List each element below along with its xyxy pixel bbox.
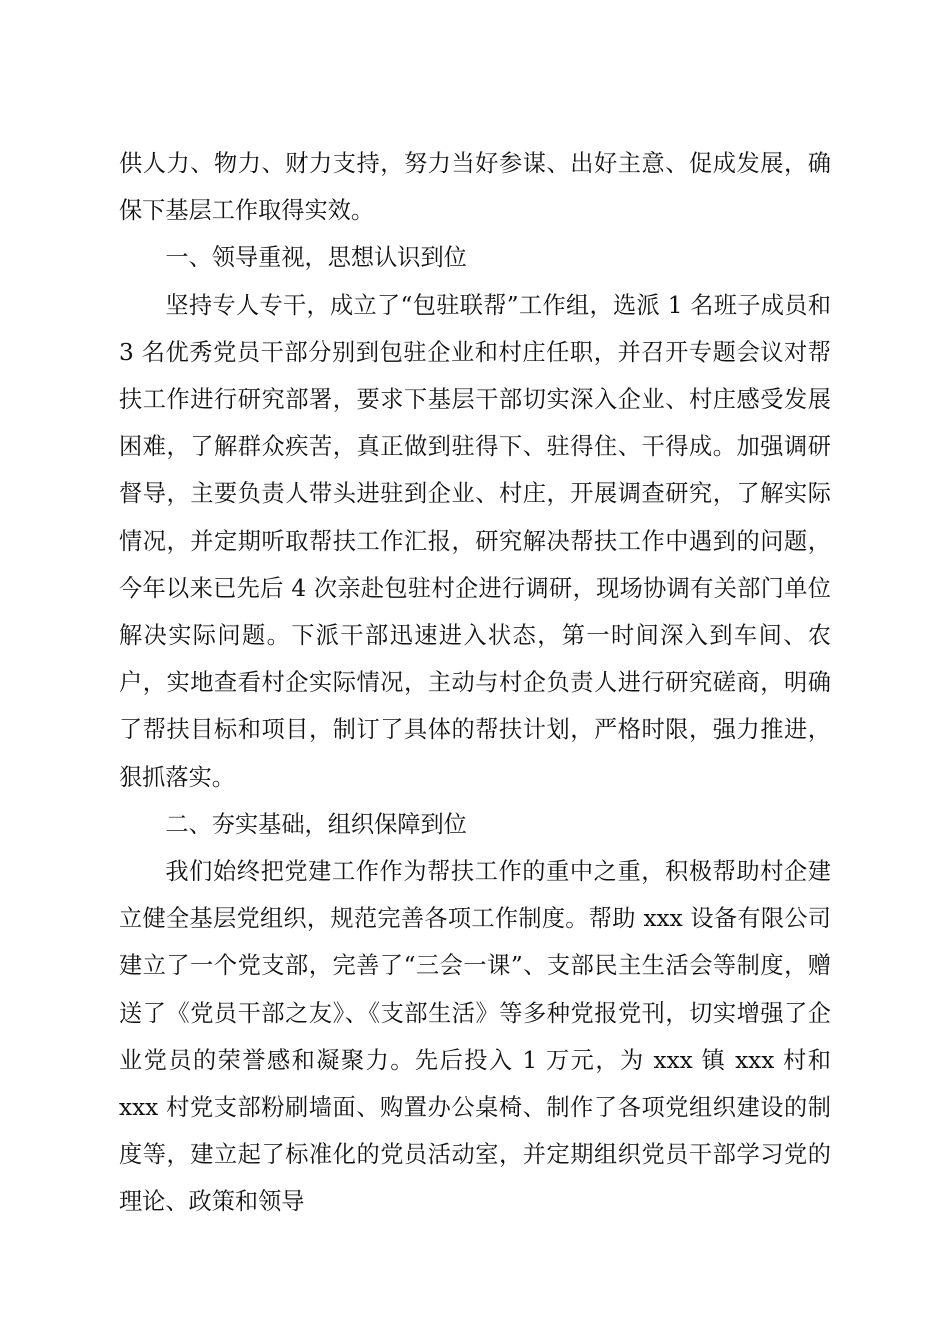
document-body [119, 140, 831, 1226]
paragraph-continuation: 供人力、物力、财力支持，努力当好参谋、出好主意、促成发展，确保下基层工作取得实效。 [119, 150, 831, 225]
paragraph-section-2: 我们始终把党建工作作为帮扶工作的重中之重，积极帮助村企建立健全基层党组织，规范完善各项工作制度。帮助 xxx 设备有限公司建立了一个党支部，完善了“三会一课”、支部民主生活会等制度，赠送了《党员干部之友》、《支部生活》等多种党报党刊，切实增强了企业党员的荣誉感和凝聚力。先后投入 1 万元，为 xxx 镇 xxx 村和 xxx 村党支部粉刷墙面、购置办公桌椅、制作了各项党组织建设的制度等，建立起了标准化的党员活动室，并定期组织党员干部学习党的理论、政策和领导 [119, 858, 831, 1216]
paragraph-section-1: 坚持专人专干，成立了“包驻联帮”工作组，选派 1 名班子成员和 3 名优秀党员干部分别到包驻企业和村庄任职，并召开专题会议对帮扶工作进行研究部署，要求下基层干部切实深入企业、村庄感受发展困难，了解群众疾苦，真正做到驻得下、驻得住、干得成。加强调研督导，主要负责人带头进驻到企业、村庄，开展调查研究，了解实际情况，并定期听取帮扶工作汇报，研究解决帮扶工作中遇到的问题，今年以来已先后 4 次亲赴包驻村企进行调研，现场协调有关部门单位解决实际问题。下派干部迅速进入状态，第一时间深入到车间、农户，实地查看村企实际情况，主动与村企负责人进行研究磋商，明确了帮扶目标和项目，制订了具体的帮扶计划，严格时限，强力推进，狠抓落实。 [119, 291, 831, 791]
section-heading-2: 二、夯实基础，组织保障到位 [165, 810, 467, 838]
section-heading-1: 一、领导重视，思想认识到位 [165, 244, 467, 272]
